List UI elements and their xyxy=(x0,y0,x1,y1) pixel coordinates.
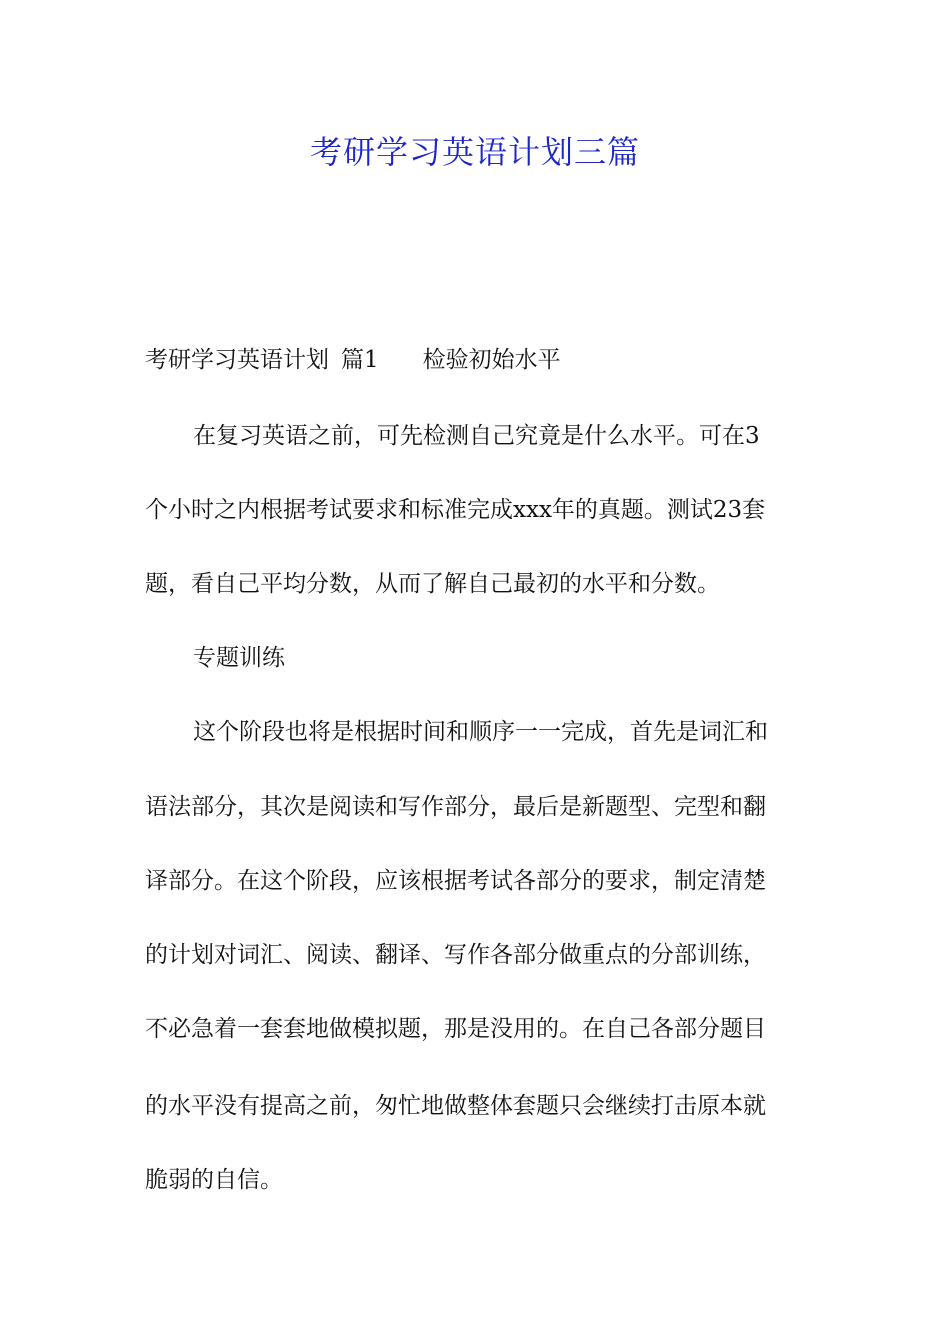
section-heading-line xyxy=(145,345,561,375)
paragraph-line: 个小时之内根据考试要求和标准完成xxx年的真题。测试23套 xyxy=(145,497,766,523)
paragraph-line: 译部分。在这个阶段，应该根据考试各部分的要求，制定清楚 xyxy=(145,868,766,894)
section-label: 篇1 xyxy=(341,347,379,373)
paragraph-line: 的计划对词汇、阅读、翻译、写作各部分做重点的分部训练， xyxy=(145,942,766,968)
paragraph-line: 脆弱的自信。 xyxy=(145,1167,283,1193)
subheading: 专题训练 xyxy=(193,645,285,671)
paragraph-line: 题，看自己平均分数，从而了解自己最初的水平和分数。 xyxy=(145,571,720,597)
document-title: 考研学习英语计划三篇 xyxy=(309,133,640,171)
paragraph-line: 在复习英语之前，可先检测自己究竟是什么水平。可在3 xyxy=(193,423,760,449)
paragraph-line: 这个阶段也将是根据时间和顺序一一完成，首先是词汇和 xyxy=(193,719,768,745)
paragraph-line: 语法部分，其次是阅读和写作部分，最后是新题型、完型和翻 xyxy=(145,794,766,820)
section-heading: 考研学习英语计划 xyxy=(145,347,329,373)
paragraph-line: 的水平没有提高之前，匆忙地做整体套题只会继续打击原本就 xyxy=(145,1093,766,1119)
paragraph-line: 不必急着一套套地做模拟题，那是没用的。在自己各部分题目 xyxy=(145,1016,766,1042)
section-subtitle: 检验初始水平 xyxy=(422,347,561,373)
